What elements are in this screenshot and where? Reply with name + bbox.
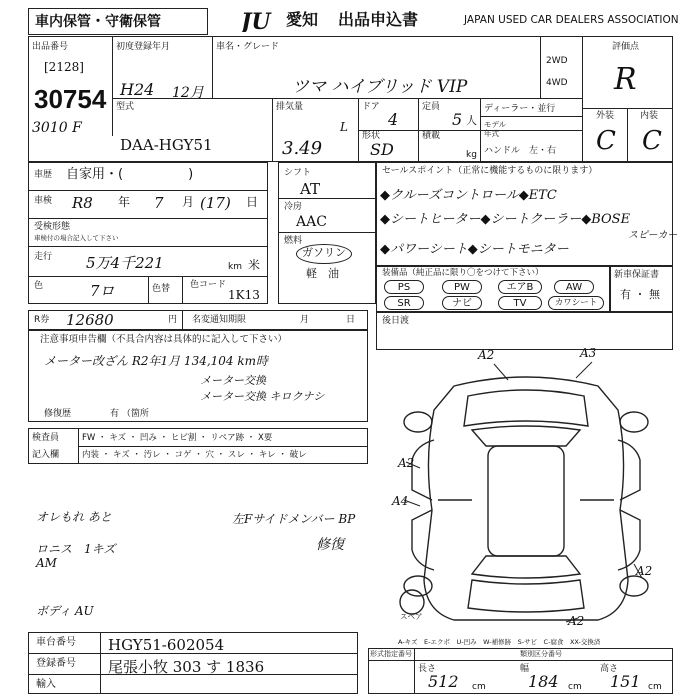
inspection-day-unit: 日	[246, 195, 259, 209]
shift-label: シフト	[284, 168, 312, 178]
repair-label: 修復歴	[44, 409, 72, 419]
free-note-6: 修復	[316, 537, 344, 553]
association-name: JAPAN USED CAR DEALERS ASSOCIATION	[464, 14, 679, 26]
seats-value: 5	[452, 110, 463, 129]
color-code-label: 色コード	[190, 280, 227, 290]
damage-mark-rear: A2	[568, 614, 585, 628]
usage-label: 車歴	[34, 170, 53, 180]
equipment-leather: カワシート	[548, 296, 604, 310]
inspection-day: (17)	[200, 194, 231, 212]
selling-point-3: スピーカー	[628, 230, 678, 241]
notes-line-1: メーター改ざん R2年1月 134,104 km時	[44, 354, 269, 368]
registration-month: 12月	[172, 85, 204, 101]
model-year-label: モデル	[484, 120, 507, 129]
width-unit: cm	[568, 682, 582, 692]
load-unit: kg	[466, 150, 477, 160]
seats-unit: 人	[466, 114, 477, 127]
free-note-4: ボディ AU	[36, 604, 94, 618]
inspection-label: 車検	[34, 196, 53, 206]
receipt-label: 受検形態	[34, 222, 71, 232]
ju-logo	[240, 10, 284, 32]
vin-value: HGY51-602054	[108, 636, 225, 654]
doors-label: ドア	[362, 102, 380, 112]
equipment-tv: TV	[498, 296, 542, 310]
free-note-5: 左Fサイドメンバー BP	[232, 512, 356, 526]
guarantee-value: 有 ・ 無	[620, 288, 660, 301]
aircon-value: AAC	[296, 214, 327, 230]
score-label: 評価点	[612, 42, 640, 52]
fuel-diesel: 軽 油	[306, 267, 339, 280]
inspection-month: 7	[154, 194, 164, 212]
doors-value: 4	[388, 110, 399, 129]
lot-sub-number: [2128]	[44, 60, 84, 74]
recycle-label: R券	[34, 315, 50, 325]
selling-point-1: ◆クルーズコントロール◆ETC	[380, 188, 557, 203]
mileage-value: 5万4千221	[86, 254, 164, 272]
height-value: 151	[610, 672, 641, 691]
inspection-year-unit: 年	[118, 195, 131, 209]
recycle-unit: 円	[168, 315, 178, 325]
length-unit: cm	[472, 682, 486, 692]
lot-scribble: 3010 F	[32, 120, 82, 136]
damage-mark-front-left: A2	[478, 348, 495, 362]
vin-label: 車台番号	[36, 637, 76, 648]
ju-logo-icon	[240, 10, 284, 32]
equipment-ps: PS	[384, 280, 424, 294]
color-label: 色	[34, 281, 44, 291]
plate-extra: 輸入	[36, 679, 56, 690]
cert-number-label: 形式指定番号	[370, 650, 412, 658]
name-change-label: 名変通知期限	[192, 315, 247, 325]
color-replaced-label: 色替	[152, 284, 171, 294]
load-label: 積載	[422, 131, 441, 141]
displacement-value: 3.49	[282, 138, 323, 159]
aircon-label: 冷房	[284, 202, 303, 212]
displacement-label: 排気量	[276, 102, 304, 112]
handle-label: ハンドル 左・右	[484, 146, 557, 156]
name-change-day: 日	[346, 315, 356, 325]
color-value: 7ロ	[90, 282, 115, 300]
car-diagram	[376, 350, 673, 638]
height-label: 高さ	[600, 664, 619, 674]
plate-label: 登録番号	[36, 658, 76, 669]
drive-2wd: 2WD	[546, 56, 568, 66]
back-items-label: 後日渡	[382, 316, 410, 326]
mileage-label: 走行	[34, 252, 53, 262]
exterior-score: C	[596, 126, 616, 156]
usage-value: 自家用・( )	[66, 167, 194, 182]
lot-label: 出品番号	[32, 42, 69, 52]
check-label-1: 検査員	[32, 433, 60, 443]
free-note-1: オレもれ あと	[36, 510, 112, 524]
form-title: 出品申込書	[338, 10, 419, 29]
free-note-3: AM	[36, 556, 57, 570]
name-change-month: 月	[300, 315, 310, 325]
selling-point-2: ◆シートヒーター◆シートクーラー◆BOSE	[380, 212, 631, 227]
interior-score: C	[642, 126, 662, 156]
score-value: R	[614, 62, 637, 97]
notes-line-3: メーター交換 キロクナシ	[200, 390, 325, 403]
color-code: 1K13	[228, 288, 260, 302]
storage-label: 車内保管・守衛保管	[35, 14, 161, 30]
model-label: 型式	[116, 102, 135, 112]
fuel-gasoline: ガソリン	[302, 246, 346, 259]
equipment-pw: PW	[442, 280, 482, 294]
recycle-value: 12680	[66, 311, 114, 329]
notes-label: 注意事項申告欄（不具合内容は具体的に記入して下さい）	[40, 334, 288, 345]
receipt-note: 車検付の場合記入して下さい	[34, 234, 119, 242]
damage-legend: A-キズ E-エクボ U-凹み W-補修跡 S-サビ C-腐食 XX-交換済	[398, 638, 601, 646]
equipment-navi: ナビ	[442, 296, 482, 310]
free-note-2: ロニス 1キズ	[36, 542, 116, 556]
width-label: 幅	[520, 664, 530, 674]
equipment-sr: SR	[384, 296, 424, 310]
equipment-aw: AW	[554, 280, 594, 294]
svg-text:JU: JU	[241, 10, 271, 32]
damage-mark-left-front-door: A2	[398, 456, 415, 470]
selling-point-4: ◆パワーシート◆シートモニター	[380, 242, 569, 257]
storage-label-box	[28, 8, 208, 35]
inspection-month-unit: 月	[182, 195, 195, 209]
notes-line-2: メーター交換	[200, 374, 266, 387]
mileage-star: 米	[248, 258, 261, 272]
height-unit: cm	[648, 682, 662, 692]
length-label: 長さ	[418, 664, 437, 674]
length-value: 512	[428, 672, 459, 691]
car-outline-icon	[376, 350, 673, 638]
shift-section	[278, 162, 376, 304]
check-row-2: 内装 ・ キズ ・ 汚レ ・ コゲ ・ 穴 ・ スレ ・ キレ ・ 破レ	[82, 450, 307, 460]
repair-value: 有 （箇所	[110, 409, 149, 419]
seats-label: 定員	[422, 102, 441, 112]
equipment-label: 装備品（純正品に限り〇をつけて下さい）	[382, 268, 544, 278]
shape-value: SD	[370, 140, 394, 159]
check-row-1: FW ・ キズ ・ 凹み ・ ヒビ割 ・ リペア跡 ・ X要	[82, 433, 273, 443]
mileage-unit: km	[228, 262, 242, 272]
displacement-unit: L	[340, 120, 348, 134]
lot-number: 30754	[34, 84, 107, 114]
shift-value: AT	[300, 180, 321, 198]
class-number-label: 類別区分番号	[520, 650, 562, 658]
car-name-label: 車名・グレード	[216, 42, 280, 52]
width-value: 184	[528, 672, 559, 691]
spare-label: スペア	[400, 612, 423, 621]
shape-label: 形状	[362, 131, 381, 141]
damage-mark-front-right: A3	[580, 346, 597, 360]
drive-4wd: 4WD	[546, 78, 568, 88]
exterior-label: 外装	[596, 111, 615, 121]
selling-points-label: セールスポイント（正常に機能するものに限ります）	[382, 166, 598, 176]
inspection-era: R8	[72, 194, 93, 212]
fuel-label: 燃料	[284, 236, 303, 246]
damage-mark-left-rear-door: A4	[392, 494, 409, 508]
check-label-2: 記入欄	[32, 450, 60, 460]
interior-label: 内装	[640, 111, 659, 121]
back-items-section	[376, 312, 673, 350]
equipment-airbag: エアB	[498, 280, 542, 294]
dealer-label: ディーラー・並行	[484, 104, 556, 114]
registration-year: H24	[120, 80, 155, 99]
registration-label: 初度登録年月	[116, 42, 171, 52]
guarantee-label: 新車保証書	[614, 270, 660, 280]
model-value: DAA-HGY51	[120, 136, 213, 154]
model-year-label2: 年式	[484, 129, 499, 138]
plate-value: 尾張小牧 303 す 1836	[108, 658, 265, 676]
car-name: ツマ ハイブリッド VIP	[292, 77, 468, 97]
damage-mark-rear-right: A2	[636, 564, 653, 578]
region-name: 愛知	[286, 10, 319, 29]
